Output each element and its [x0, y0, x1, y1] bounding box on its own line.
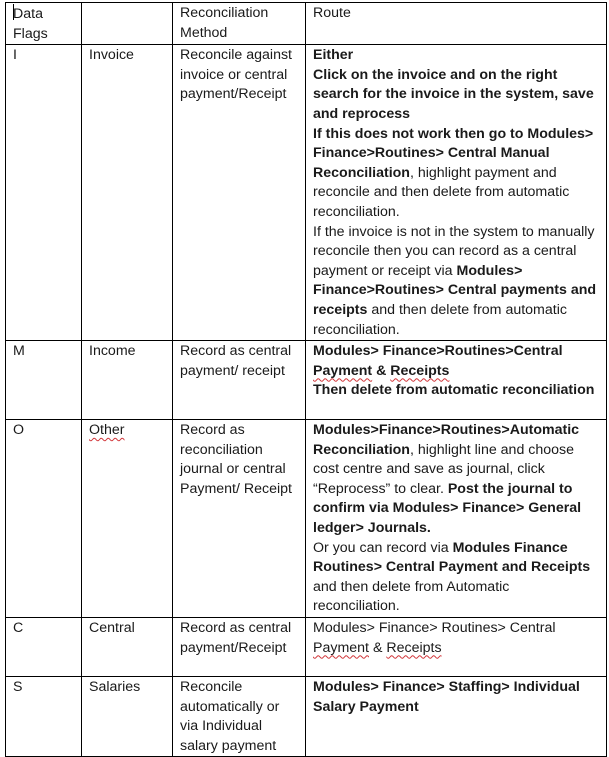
table-row-central	[6, 618, 607, 677]
spellcheck-word[interactable]: Payment	[313, 362, 373, 379]
route-central-payment: Modules> Finance>Routines>Central Payment & Receipts	[313, 343, 563, 379]
table-row-salaries	[6, 677, 607, 757]
cell-route[interactable]	[306, 45, 607, 341]
reconciliation-table	[5, 2, 607, 757]
header-reconciliation-method[interactable]: Reconciliation Method	[173, 3, 306, 45]
cell-type[interactable]: Central	[82, 618, 173, 677]
cell-route[interactable]	[306, 677, 607, 757]
cell-flag[interactable]: M	[6, 341, 82, 420]
route-not-in-system: If the invoice is not in the system to manually reconcile then you can record as a central payment or receipt via Modules> Finance>Routines> Central payments and receipts and then delete from automatic reconciliation.	[313, 223, 597, 338]
route-click-invoice: Click on the invoice and on the right search for the invoice in the system, save and reprocess	[313, 66, 594, 122]
table-row-income	[6, 341, 607, 420]
route-alternative: Or you can record via Modules Finance Routines> Central Payment and Receipts and then delete from Automatic reconciliation.	[313, 539, 591, 615]
spellcheck-word[interactable]: Receipts	[386, 639, 442, 656]
cell-flag[interactable]: C	[6, 618, 82, 677]
route-delete-auto: Then delete from automatic reconciliation	[313, 382, 595, 399]
route-salary-payment: Modules> Finance> Staffing> Individual Salary Payment	[313, 679, 580, 715]
cell-route[interactable]	[306, 420, 607, 618]
cell-method[interactable]: Reconcile against invoice or central payment/Receipt	[173, 45, 306, 341]
header-route[interactable]: Route	[306, 3, 607, 45]
header-data-flags[interactable]: Data Flags	[6, 3, 82, 45]
header-row	[6, 3, 607, 45]
table-row-invoice	[6, 45, 607, 341]
spellcheck-word[interactable]: Receipts	[390, 362, 450, 379]
route-manual-reconciliation: If this does not work then go to Modules> Finance>Routines> Central Manual Reconciliation, highlight payment and reconcile and then delete from automatic reconciliation.	[313, 125, 594, 220]
cell-flag[interactable]: I	[6, 45, 82, 341]
cell-method[interactable]: Record as central payment/ receipt	[173, 341, 306, 420]
cell-route[interactable]	[306, 341, 607, 420]
cell-type[interactable]: Salaries	[82, 677, 173, 757]
cell-method[interactable]: Reconcile automatically or via Individual salary payment	[173, 677, 306, 757]
cell-method[interactable]: Record as central payment/Receipt	[173, 618, 306, 677]
route-central-payment: Modules> Finance> Routines> Central Payment & Receipts	[313, 620, 556, 656]
cell-type[interactable]: Invoice	[82, 45, 173, 341]
cell-type[interactable]: Income	[82, 341, 173, 420]
spellcheck-word[interactable]: Other	[89, 422, 125, 439]
cell-route[interactable]	[306, 618, 607, 677]
header-type[interactable]	[82, 3, 173, 45]
cell-type[interactable]	[82, 420, 173, 618]
table-row-other	[6, 420, 607, 618]
cell-flag[interactable]: O	[6, 420, 82, 618]
route-either: Either	[313, 47, 354, 64]
route-automatic-reconciliation: Modules>Finance>Routines>Automatic Reconciliation, highlight line and choose cost centre and save as journal, click “Reprocess” to clear. Post the journal to confirm via Modules> Finance> General ledger> Journals.	[313, 422, 582, 537]
cell-flag[interactable]: S	[6, 677, 82, 757]
spellcheck-word[interactable]: Payment	[313, 639, 369, 656]
cell-method[interactable]: Record as reconciliation journal or central Payment/ Receipt	[173, 420, 306, 618]
